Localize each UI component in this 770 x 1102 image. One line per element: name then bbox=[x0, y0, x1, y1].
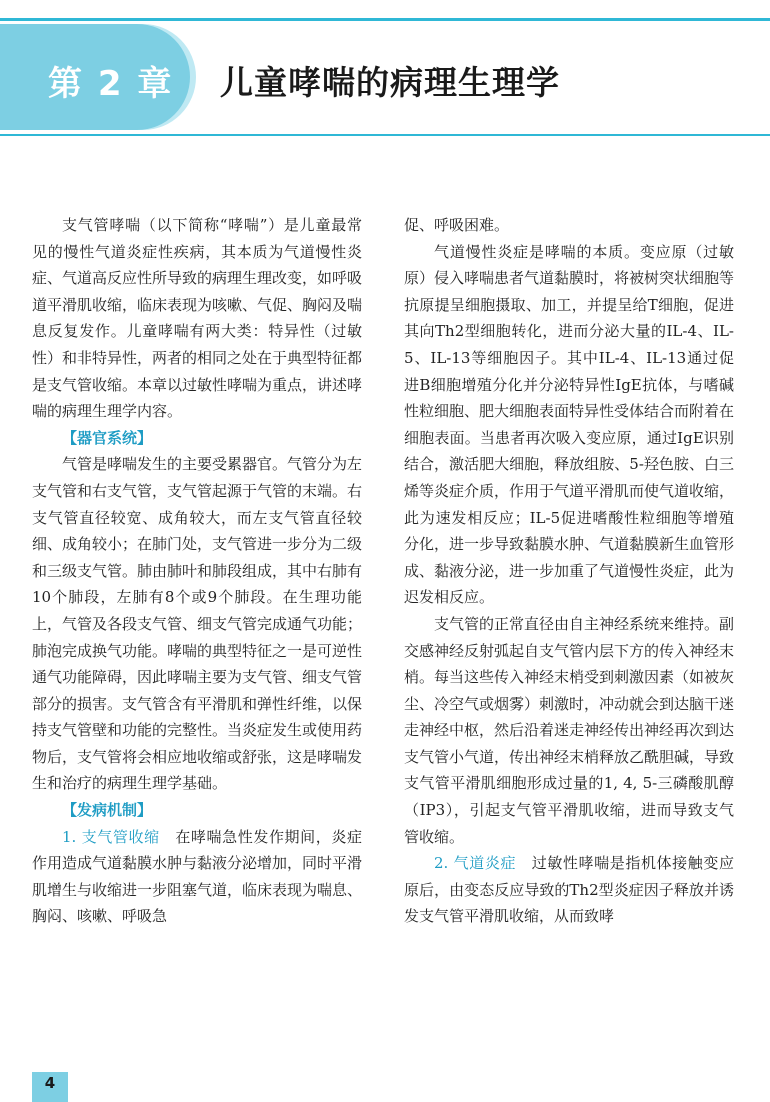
section-heading-organ-system: 【器官系统】 bbox=[62, 428, 153, 447]
section-heading-pathogenesis: 【发病机制】 bbox=[62, 801, 153, 820]
organ-system-paragraph: 气管是哮喘发生的主要受累器官。气管分为左支气管和右支气管，支气管起源于气管的末端。右支气管直径较宽、成角较大，而左支气管直径较细、成角较小；在肺门处，支气管进一步分为二级和三级支气管。肺由肺叶和肺段组成，其中右肺有10个肺段，左肺有8个或9个肺段。在生理功能上，气管及各段支气管、细支气管完成通气功能；肺泡完成换气功能。哮喘的典型特征之一是可逆性通气功能障碍，因此哮喘主要为支气管、细支气管部分的损害。支气管含有平滑肌和弹性纤维，以保持支气管壁和功能的完整性。当炎症发生或使用药物后，支气管将会相应地收缩或舒张，这是哮喘发生和治疗的病理生理学基础。 bbox=[32, 455, 363, 793]
subheading-bronchoconstriction: 1. 支气管收缩 bbox=[62, 827, 160, 846]
airway-inflammation-text: 过敏性哮喘是指机体接触变应原后，由变态反应导致的Th2型炎症因子释放并诱发支气管平滑肌收缩，从而致哮 bbox=[404, 854, 734, 926]
bronchoconstriction-text: 在哮喘急性发作期间，炎症作用造成气道黏膜水肿与黏液分泌增加，同时平滑肌增生与收缩进一步阻塞气道，临床表现为喘息、胸闷、咳嗽、呼吸急 bbox=[32, 827, 363, 926]
header-bottom-rule bbox=[0, 134, 770, 136]
intro-paragraph: 支气管哮喘（以下简称“哮喘”）是儿童最常见的慢性气道炎症性疾病，其本质为气道慢性炎症、气道高反应性所导致的病理生理改变，如呼吸道平滑肌收缩，临床表现为咳嗽、气促、胸闷及喘息反复发作。儿童哮喘有两大类：特异性（过敏性）和非特异性，两者的相同之处在于典型特征都是支气管收缩。本章以过敏性哮喘为重点，讲述哮喘的病理生理学内容。 bbox=[32, 216, 363, 421]
subheading-airway-inflammation: 2. 气道炎症 bbox=[434, 854, 517, 873]
airway-inflammation-paragraph bbox=[404, 850, 734, 930]
chapter-header bbox=[0, 0, 770, 160]
chapter-number: 第 2 章 bbox=[48, 64, 174, 104]
right-column bbox=[404, 212, 734, 930]
left-column bbox=[32, 212, 362, 930]
header-top-rule bbox=[0, 18, 770, 21]
chronic-inflammation-paragraph: 气道慢性炎症是哮喘的本质。变应原（过敏原）侵入哮喘患者气道黏膜时，将被树突状细胞等抗原提呈细胞摄取、加工，并提呈给T细胞，促进其向Th2型细胞转化，进而分泌大量的IL-4、IL-5、IL-13等细胞因子。其中IL-4、IL-13通过促进B细胞增殖分化并分泌特异性IgE抗体，与嗜碱性粒细胞、肥大细胞表面特异性受体结合而附着在细胞表面。当患者再次吸入变应原，通过IgE识别结合，激活肥大细胞，释放组胺、5-羟色胺、白三烯等炎症介质，作用于气道平滑肌而使气道收缩，此为速发相反应；IL-5促进嗜酸性粒细胞等增殖分化，进一步导致黏膜水肿、气道黏膜新生血管形成、黏液分泌，进一步加重了气道慢性炎症，此为迟发相反应。 bbox=[404, 242, 735, 607]
bronchoconstriction-paragraph bbox=[32, 824, 362, 930]
page-number: 4 bbox=[32, 1072, 68, 1102]
continued-text: 促、呼吸困难。 bbox=[404, 216, 510, 234]
chapter-title: 儿童哮喘的病理生理学 bbox=[220, 63, 560, 102]
autonomic-nerve-paragraph: 支气管的正常直径由自主神经系统来维持。副交感神经反射弧起自支气管内层下方的传入神经末梢。每当这些传入神经末梢受到刺激因素（如被灰尘、冷空气或烟雾）刺激时，冲动就会到达脑干迷走神经中枢，然后沿着迷走神经传出神经再次到达支气管小气道，传出神经末梢释放乙酰胆碱，导致支气管平滑肌细胞形成过量的1, 4, 5-三磷酸肌醇（IP3），引起支气管平滑肌收缩，进而导致支气管收缩。 bbox=[404, 614, 735, 846]
